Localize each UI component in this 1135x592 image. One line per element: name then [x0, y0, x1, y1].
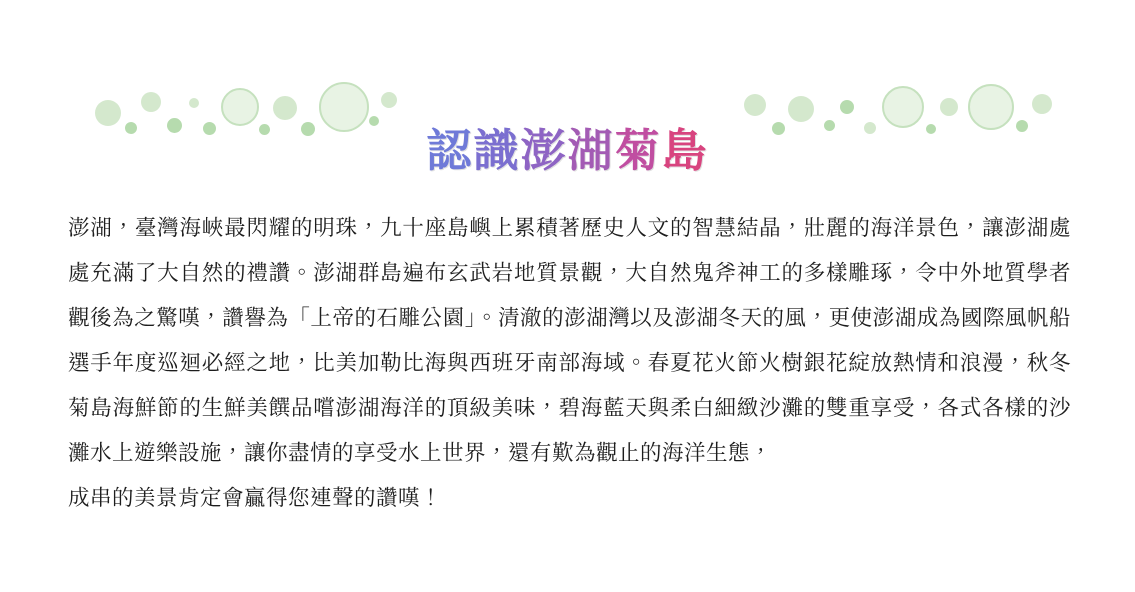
title-char-0: 認 [426, 124, 474, 178]
article-body [68, 206, 1071, 521]
heading-band [0, 78, 1135, 188]
title-char-1: 識 [473, 124, 521, 178]
title-char-5: 島 [661, 124, 709, 178]
title-char-3: 湖 [567, 124, 615, 178]
article-paragraph-last-line: 成串的美景肯定會贏得您連聲的讚嘆！ [68, 486, 443, 511]
article-paragraph [68, 206, 1071, 521]
page-title [0, 114, 1135, 179]
document-page [0, 78, 1135, 592]
title-char-4: 菊 [614, 124, 662, 178]
title-char-2: 澎 [520, 124, 568, 178]
article-paragraph-text: 澎湖，臺灣海峽最閃耀的明珠，九十座島嶼上累積著歷史人文的智慧結晶，壯麗的海洋景色，讓澎湖處處充滿了大自然的禮讚。澎湖群島遍布玄武岩地質景觀，大自然鬼斧神工的多樣雕琢，令中外地質學者觀後為之驚嘆，讚譽為「上帝的石雕公園」。清澈的澎湖灣以及澎湖冬天的風，更使澎湖成為國際風帆船選手年度巡迴必經之地，比美加勒比海與西班牙南部海域。春夏花火節火樹銀花綻放熱情和浪漫，秋冬菊島海鮮節的生鮮美饌品嚐澎湖海洋的頂級美味，碧海藍天與柔白細緻沙灘的雙重享受，各式各樣的沙灘水上遊樂設施，讓你盡情的享受水上世界，還有歎為觀止的海洋生態， [68, 216, 1071, 466]
